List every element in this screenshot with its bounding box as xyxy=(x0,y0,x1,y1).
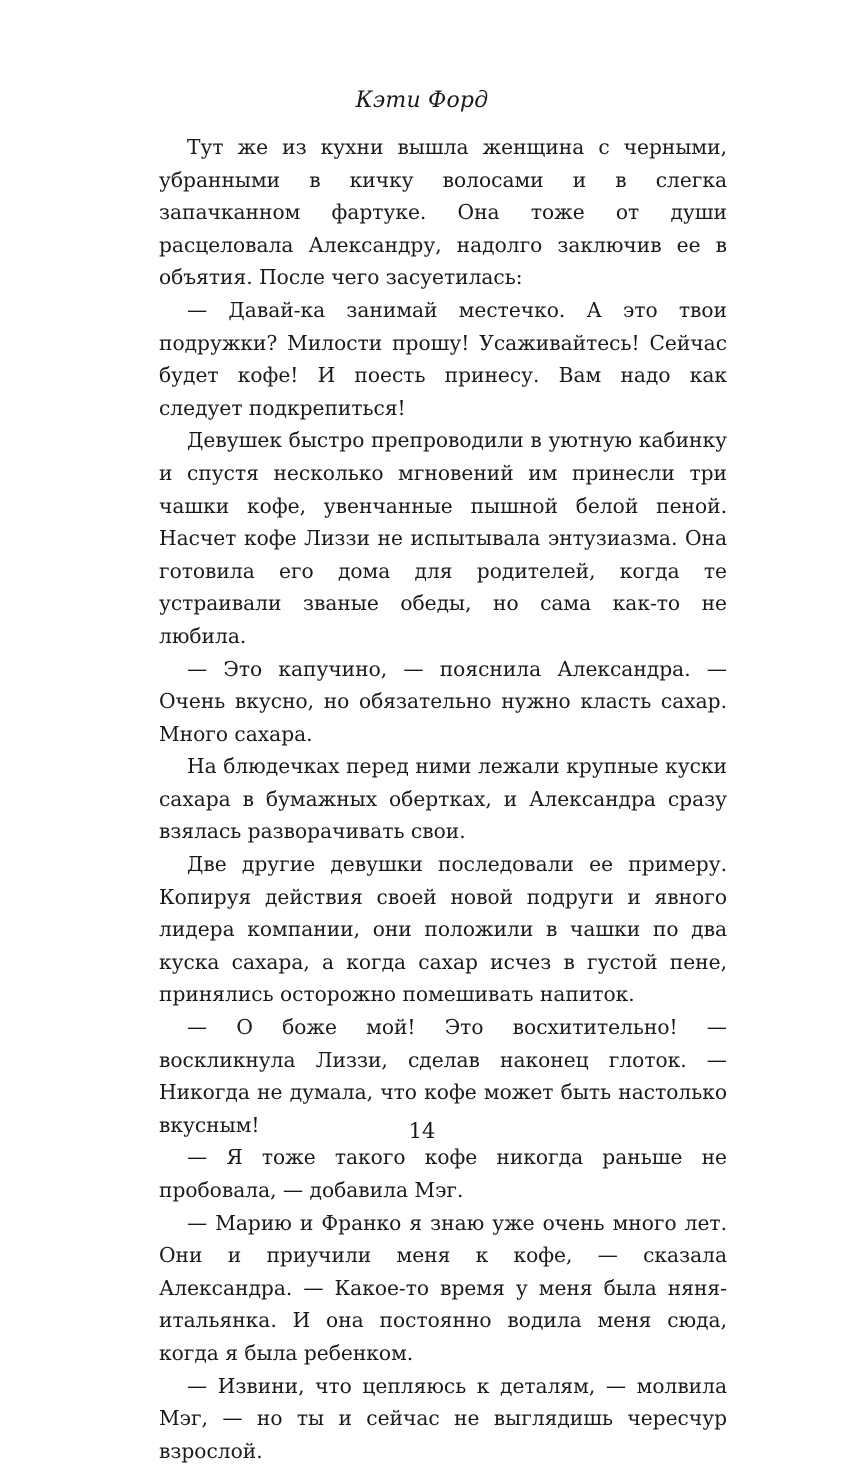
page-number: 14 xyxy=(408,1119,436,1143)
paragraph: — Извини, что цепляюсь к деталям, — молвила Мэг, — но ты и сейчас не выглядишь чересчур взрослой. xyxy=(159,1373,727,1463)
paragraph: Девушек быстро препроводили в уютную кабинку и спустя несколько мгновений им принесли три чашки кофе, увенчанные пышной белой пеной. Насчет кофе Лиззи не испытывала энтузиазма. Она готовила его дома для родителей, когда те устраивали званые обеды, но сама как-то не любила. xyxy=(159,428,727,648)
body-text xyxy=(159,131,727,1467)
running-head-author: Кэти Форд xyxy=(355,88,489,113)
paragraph: Две другие девушки последовали ее примеру. Копируя действия своей новой подруги и явного лидера компании, они положили в чашки по два куска сахара, а когда сахар исчез в густой пене, принялись осторожно помешивать напиток. xyxy=(159,852,727,1007)
paragraph: — Марию и Франко я знаю уже очень много лет. Они и приучили меня к кофе, — сказала Александра. — Какое-то время у меня была няня-итальянка. И она постоянно водила меня сюда, когда я была ребенком. xyxy=(159,1210,727,1365)
paragraph: На блюдечках перед ними лежали крупные куски сахара в бумажных обертках, и Александра сразу взялась разворачивать свои. xyxy=(159,754,727,844)
paragraph: — Это капучино, — пояснила Александра. — Очень вкусно, но обязательно нужно класть сахар. Много сахара. xyxy=(159,656,727,746)
paragraph: — Я тоже такого кофе никогда раньше не пробовала, — добавила Мэг. xyxy=(159,1145,727,1202)
paragraph: Тут же из кухни вышла женщина с черными, убранными в кичку волосами и в слегка запачканном фартуке. Она тоже от души расцеловала Александру, надолго заключив ее в объятия. После чего засуетилась: xyxy=(159,135,727,290)
paragraph: — О боже мой! Это восхитительно! — воскликнула Лиззи, сделав наконец глоток. — Никогда не думала, что кофе может быть настолько вкусным! xyxy=(159,1015,727,1137)
paragraph: — Давай-ка занимай местечко. А это твои подружки? Милости прошу! Усаживайтесь! Сейчас будет кофе! И поесть принесу. Вам надо как следует подкрепиться! xyxy=(159,297,727,420)
